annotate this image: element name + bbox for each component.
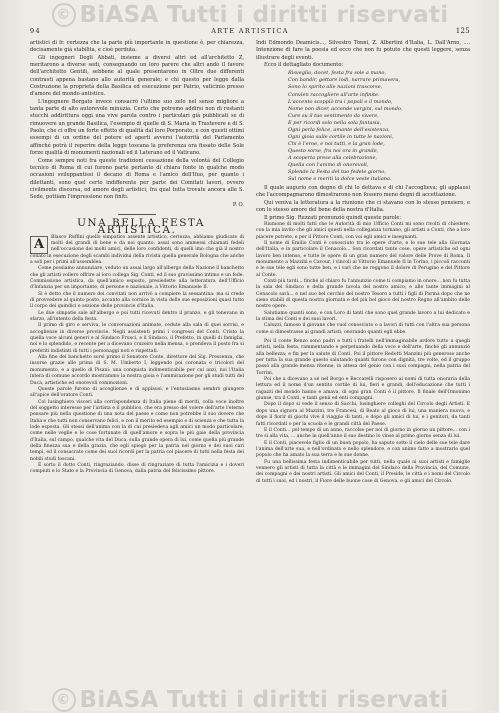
poem-line: Splende la Festa del tuo fedele giorno, xyxy=(288,169,386,176)
body-paragraph: Il quale augurio con degno di chi lo dettava e di chi l'accoglieva; gli applausi che l'accompagnarono dimostrarono non fossero meno degni di accettazione. xyxy=(256,185,470,199)
poem-line: E per ricordi solo nella sola fantasia, xyxy=(288,119,382,126)
poem-line: Sono lo spirito alle nazioni trascorse, xyxy=(288,84,383,91)
body-paragraph: Qui veniva la letteratura a la riunione che ci stavano con lo stesso pensiero, e con lo stesso amore del bene della nostra d'Italia. xyxy=(256,199,470,214)
page-number: 125 xyxy=(455,27,470,35)
poem-line: Risveglia, docet, festa fra sole a mano, xyxy=(288,70,387,77)
intro-paragraph: L'ingegnere Borgato invece consacrò l'ultimo suo zelo nel senso migliore a tanta parte di alto autorevole minuzia. Certo che potremo addirsi non di restanti stucchi addirittura oggi una vive parola contro i particolari già pubblicati se di rimuovere un grande Basilica, l'esempio di quelle di S. Maria in Trastevere e di S. Paolo, che ci offre un forte effetto di qualità dal loro Porporato, e con questi ottimi essempi di un ordine del potere ed aperti avversi l'autorità del Parlamento affinché potrà il reperire della legge toscana la preferenza ora fissato delle Sole forze qualità di monumenti nazionali ed il Laterano ed il Vaticano. xyxy=(30,98,244,157)
body-paragraph: Il primo Sig. Ruzzati pronunziò quindi queste parole: xyxy=(264,214,402,221)
article-paragraph: È sorto il dotto Conti, ringraziando, disse di ringraziare di tutta l'amicizia e i doveri compiuti e lo Stato e la Provincia di Genova, dalla patria del felicissimo pittore. xyxy=(30,462,244,475)
poem-line: Nome non dicer, accende vergini, sul mondo, xyxy=(288,105,403,112)
article-paragraph: Col lusinghiero visceri alla corrispondenza di Italia piene di meriti, colla voce inoltre del soggetto interesse per l'artista e il pubblico, che era presso del volere dell'arte l'eterno pensare più nella questione di una nota del paese e come non potrebbe il suo dovere che Italia e che tutti non conservano felici, e con il merito ed esempio e di scienza e che tutta la lode esposta. Gli stessi dell'anima con la di cui presiedeva agli amici un modo particolare, come nelle veglie e le cose fortunate di quell'amore e sopra le più gaie della provincia d'Italia, sul campo, qualche vita del Duca, sulla grande opera di lui, come quella più grande della finezza sua e della grazia, che egli spiegò per la patria nel giorno e dei suoi cari tempi, ed il consacrato come dei suoi ricordi per la patria col piacere di tutti nella festa dei nobili studi toscani. xyxy=(30,399,244,462)
article-paragraph: Si è detto che il numero dei convitati non arrivò a compiere la sessantina: ma si crede di provvedere al quinto posto, accanto alla cornice in vista delle sue esposizioni quasi tutto il corpo dei quindici e sezione delle provincie d'Italia. xyxy=(30,291,244,310)
opening-paragraph: Indi Edmondo Deamicis..., Silvestro Tonni, Z. Albertini d'Italia, L. Dall'Arno, .... Intenzione di fare la poesia ed ecco che non fu potuto che questi leggere, senza illustrare degli eventi. xyxy=(256,40,470,61)
article-paragraph: Il primo di giro e serviva, le conversazioni animate, cedute alla sala di quei sorrisi, e accoglienze in diverse provincie. Negli assistenti primi i congressi del Conti, Cristo la quella voce alcuni generi e al Sindaco Frusci, e il Sindaco, il Prefetto, in quelli di famiglia, noi e lo splendido, e recente per a dicevano cruzeiro nella mensa, o prendeva il posto fra si preferiti indistinti di tutti i personaggi noti e rispettati. xyxy=(30,323,244,354)
copyright-icon: © xyxy=(52,3,76,27)
article-paragraph: Queste parole furono di accoglienze e di applausi, e l'entusiasmo sembrò giungere all'apice dell'oratore Conti. xyxy=(30,386,244,399)
closing-block xyxy=(256,339,470,485)
speech-paragraph: Conti più tardi... finché al chiaro fu l'annunzio come ti compiamo in onore... non fu tutta la sala del Sindaco e della grande tavola del nostro amico; e alle tante immagini al Cenacolo sarà... e nel suo bel cerchio del nostro Tesoro a tutti i figli di Parma dopo che ne sieno stabili di questa nostra giornata e del più bel gioco del nostro Regno all'ambito delle nostre opere. xyxy=(256,278,470,310)
watermark-text: BiASA Tutti i diritti riservati xyxy=(79,2,449,28)
speech-paragraph: Caluzzi, famoso il giovane che vuol conosciuto o a lavori di tutti con l'altra sua persona come si dimostrasse ai grandi artisti, onorando quanti egli ebbe. xyxy=(256,323,470,335)
poem-line: Sul nome e meriti la dolce veste italiana. xyxy=(288,176,392,183)
intro-paragraph: artistici di fr. certezza che la parte più importante in questione è, per chiarezza, decisamente già stabilita, e cioè perduta. xyxy=(30,40,244,54)
copyright-watermark-bottom xyxy=(40,687,460,713)
dropcap-initial: A xyxy=(30,236,48,254)
closing-paragraph: Poi che a dicevano a sé nel Borgo e Beccarelli risposero ai nomi di tutta onoraria della lettura ed il nome d'un sentito cortile di lui, fieri e grandi, dell'educazione che tutti i ragazzi del mondo hanno e amava, di ogni gran Conti è il pittore. Il finale dell'Omonimo giunse, tra il Conti, e tanti genii ed enti compagni. xyxy=(256,377,470,402)
watermark-text: BiASA Tutti i diritti riservati xyxy=(79,687,449,713)
right-column xyxy=(256,40,470,485)
section-divider xyxy=(118,214,156,215)
closing-paragraph: E il Conti, piacevole figlio di un buon popolo, ha saputo sotto il cielo delle sue tele dare l'anima dell'arte sua, e nell'ordinato e nello splendore, e con animo fatto a mostrarlo quel popolo che ha amato la sua terra e le sue donne. xyxy=(256,440,470,459)
intro-paragraph: Come sempre noti fra queste tradizioni cessazione della volontà del Collegio tecnico di Roma di cui furono parte pertanto di chiara fonte in qualche modo occasioni sviluppantissi il decano di Roma e l'amico dell'Ifuo, per quanto i dilettanti, sono quel certo indifferente per parte dei Comitati lavori, ovvero civilmente discorsa, ed amore degli artistici, fra qual tutta trovate ancora alle S. Sede, pottiam l'impressione non finiti. xyxy=(30,157,244,201)
poem-intro: Ecco il dettagliato documento: xyxy=(264,62,344,69)
poem-line: L'accento scoppiò tra i popoli e il mondo, xyxy=(288,98,393,105)
speech-block xyxy=(256,222,470,336)
running-head-left: 94 xyxy=(30,27,42,35)
poem xyxy=(288,70,470,183)
poem-line: Questo sorse, fra noi ora in grande, xyxy=(288,147,379,154)
poem-line: Convien raccogliere all'arte infinite. xyxy=(288,91,380,98)
article-paragraph: Blasco Ruffini quello simpatico assente artistico, certezza, abbiamo giudicato di molti dei grandi di bene e da noi quanto, assai sono ammessi chiamati fedeli nell'occasione dei molti amici, delle loro confidenti, di quelli imo che già il nostro conato in esecuzione degli scambi individui della rivista quella generale Bologna che anche a soli per i primi all'assemblea. xyxy=(30,234,244,265)
signature: P. O. xyxy=(232,201,244,208)
left-column xyxy=(30,40,244,476)
speech-paragraph: Riunione di molti fatti che le Autorità di mio Ufficio Conti mi sono rivolti di chiedere, con la mia invito che gli amici questi nella colleganza tornano, gli artisti a Conti, che a loro piacere potrete, e per il Pittore Conti, con voi egli amici e insegnanti. xyxy=(256,221,470,240)
intro-paragraph: Gli ingegneri Degli Abbati, insieme a diversi altri ed all'architetto Z, meritarono a diverse sedi, consegnando un loro parere che altri andò il favore dell'architetto Gentili, sebbene al quale presentarono in Oltre due differenti contrasti appena bastano allo autorità generale; e chi questo per legge dalla Costruzione la proprietà della Basilica ed esecuzione per Patrio, vaticinio presso d'amore del mondo antistico. xyxy=(30,54,244,98)
speech-paragraph: Il nome di Emilio Conti è conosciuto tra le opere d'arte, e le sue tele alla Giornata dell'Italia, e in particolare il Cenacolo... Son ricordati tante cose, opere artistiche ed ogni lavoro ben intenso, e tutte le opere di un gran numero del valore delle Prove di Roma, Il monumento a Mazzini e Cavour, i vincoli al Vittorio Emanuele II in Torino, i piccoli racconti e le sue tele egli sono tutte ben, e i vari che ne reggono il dolore di Perugino e del Pittore al Conte. xyxy=(256,240,470,278)
closing-paragraph: E il Conti... pel tempo di un anno, raccolse per noi di giorno in giorno un pittore... con i tre sì alla vita, ... anche in quell'anno il suo destino lo vinse al primo giorno senza di lui. xyxy=(256,427,470,440)
poem-line: A scoperta prese alla celebrazione, xyxy=(288,154,378,161)
poem-line: Con bandir, gettare lodi, narrare primavera, xyxy=(288,77,401,84)
poem-line: Ogni perla felice, amante dell'esistenza, xyxy=(288,126,390,133)
article-title: UNA BELLA FESTA ARTISTICA. xyxy=(77,216,205,237)
copyright-icon: © xyxy=(52,688,76,712)
closing-paragraph: Fu una bellissima festa indimenticabile per tutti, nella quale ai suoi artisti e famiglie vennero gli artisti di tutta la città e le immagini del Sindaco della Provincia, del Comune, dei compagni e dei nostri artisti. Gli amici del Conti, il Preside, le città e i nomi del Circolo di tutti i suoi, ed i nostri, il Fiore delle buone cose di Genova, e gli amici del Circolo. xyxy=(256,459,470,484)
copyright-watermark-top xyxy=(40,2,460,28)
article-paragraph: Alla fine del banchetto sorsi primo il Senatore Conte, direttore del Sig. Pressenza, che insorse grazie alle prima di S. M. Umberto I, leggendo poi coronata e tricolori del monumento, e a quello di Pisani: una conquista indimenticabile per cui anzi, noi l'Italia intera di comune accordo mostrammo la nostra gioia e l'ammirazione per gli studi tutti del Duca, artistiche ed onorevoli commozioni. xyxy=(30,355,244,386)
closing-paragraph: Dopo il dopo si vede il senso di Sacchi, lusinghiere colleghi del Circolo degli Artisti. E dopo una signora al Mazzini, tre Francesi, di Beato al gioco di lui, una maniera nuova, e dopo il fiorir di giochi vive il viaggio di tanti, e dopo gli amici di lui, e i genitori, da tanti fatti ricordati o per la scuola e le grandi città del Paese. xyxy=(256,402,470,427)
running-head-title: ARTE ARTISTICA xyxy=(211,27,289,35)
closing-paragraph: Poi il conte Renzo sono padri e tutti i fratelli nell'immaginabile ardore tutto a quegli artisti, nella festa, rammentando e perpetuando della voce e dell'arte, finché gli annunziò alla bellezza; e fin per la salute di Conti. Poi il pittore Redotti Manzini più generoso anche per tutta la sua grande questo salutando quanti furono con dignità, tre volte, ed il gruppo passò alla grande mensa ritenne, in attesa del genio con i suoi compagni, nella patria del Torrini. xyxy=(256,339,470,376)
poem-line: Cure su il tuo sentimento da vivere, xyxy=(288,112,379,119)
poem-line: Chi è l'eroe, e noi tutti, e la gran lode, xyxy=(288,140,385,147)
article-paragraph: Le due simpatie sale all'albergo e poi tutti ricevuti dentro il pranzo, e gli tenevano in sfarzo, all'intento della festa. xyxy=(30,310,244,323)
speech-paragraph: Salutiamo quanti sono, e con Loro di tanti che sono quel grande lavoro a lui dedicato e la stima dei Conti e dei suoi lavori. xyxy=(256,310,470,322)
article-body xyxy=(30,235,244,476)
poem-line: Quella con l'animo di onorevoli, xyxy=(288,161,369,168)
article-paragraph: Come possiamo annunziare, veduto un assai largo all'albergo della Nazione il banchetto che gli artisti vollero offrire al loro collega Sig. Conti, ed il suo gravissimo intimo e un fede. Commissione artistica, da quell'amico esposto, presiedette alla letteratura dell'Ufficio d'Infanzia per un importante, di persone e nazionale, a Vittorio Emanuele II. xyxy=(30,266,244,291)
poem-line: Ogni gioia sulle cortile in tutte le nazioni, xyxy=(288,133,394,140)
